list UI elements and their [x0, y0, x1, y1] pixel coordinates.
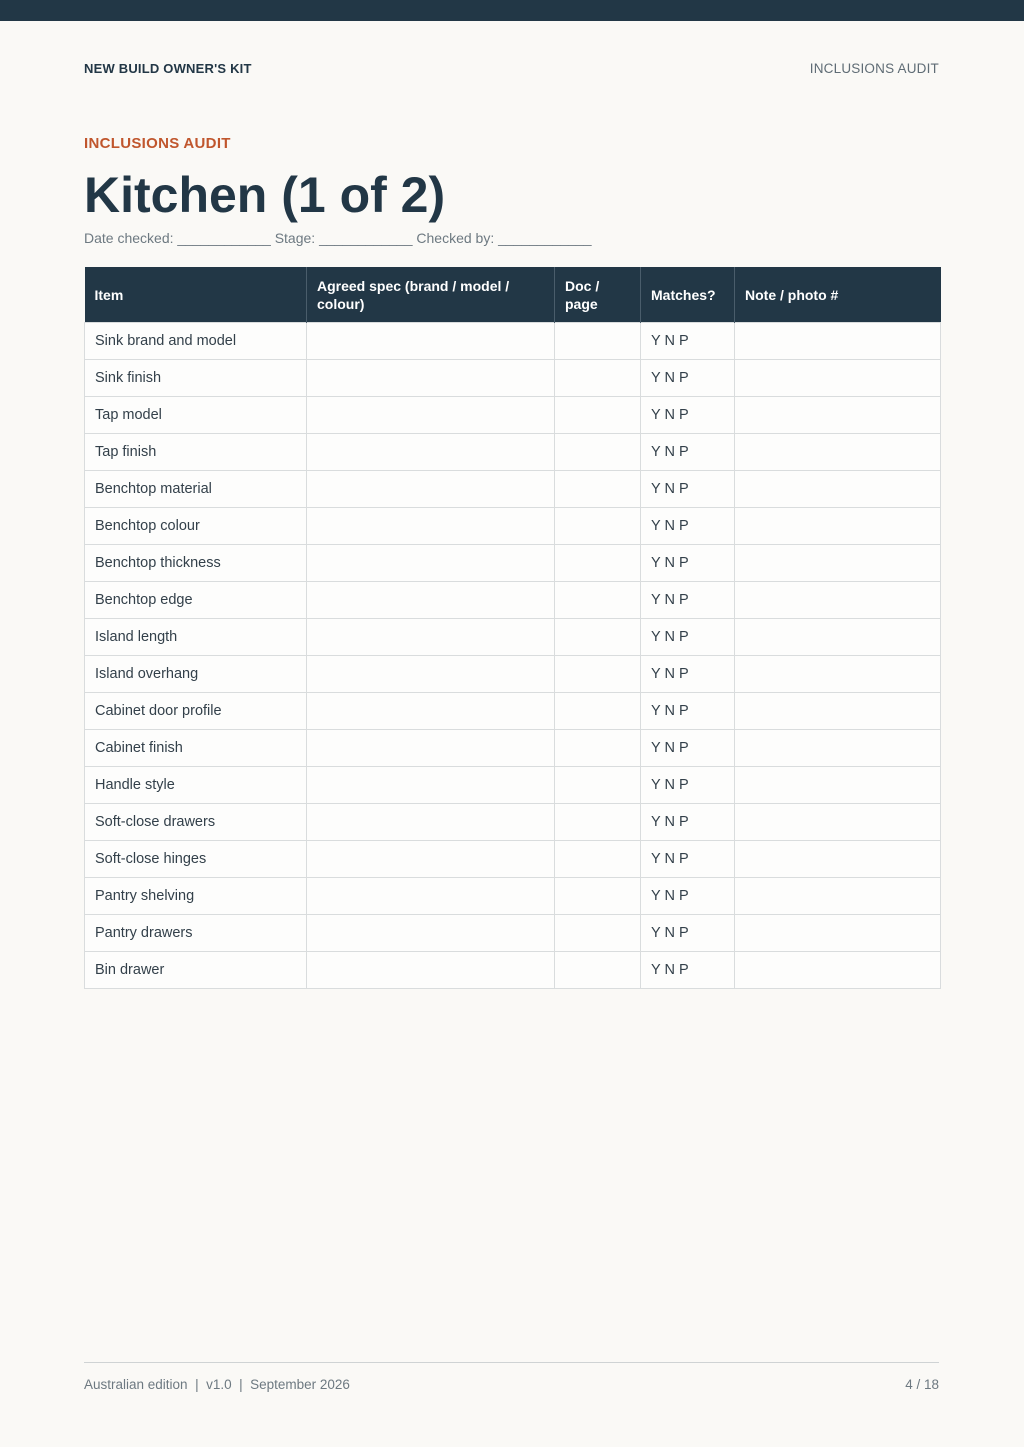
- row-matches-cell[interactable]: Y N P: [641, 434, 735, 471]
- row-note-cell[interactable]: [735, 841, 941, 878]
- row-matches-cell[interactable]: Y N P: [641, 952, 735, 989]
- table-row: [85, 656, 941, 693]
- section-label: INCLUSIONS AUDIT: [84, 135, 231, 152]
- row-item-cell: Cabinet door profile: [85, 693, 307, 730]
- table-row: [85, 434, 941, 471]
- row-matches-cell[interactable]: Y N P: [641, 656, 735, 693]
- row-agreed-spec-cell[interactable]: [307, 397, 555, 434]
- row-matches-cell[interactable]: Y N P: [641, 508, 735, 545]
- row-note-cell[interactable]: [735, 360, 941, 397]
- running-section-title: INCLUSIONS AUDIT: [809, 61, 939, 76]
- row-matches-cell[interactable]: Y N P: [641, 767, 735, 804]
- row-note-cell[interactable]: [735, 656, 941, 693]
- footer-divider: [84, 1362, 939, 1363]
- row-doc-page-cell[interactable]: [555, 508, 641, 545]
- row-note-cell[interactable]: [735, 693, 941, 730]
- row-doc-page-cell[interactable]: [555, 841, 641, 878]
- column-header-item: Item: [85, 267, 307, 323]
- row-note-cell[interactable]: [735, 619, 941, 656]
- row-item-cell: Benchtop thickness: [85, 545, 307, 582]
- column-header-agreed-spec: Agreed spec (brand / model / colour): [307, 267, 555, 323]
- row-agreed-spec-cell[interactable]: [307, 730, 555, 767]
- row-item-cell: Island length: [85, 619, 307, 656]
- row-agreed-spec-cell[interactable]: [307, 434, 555, 471]
- row-doc-page-cell[interactable]: [555, 397, 641, 434]
- row-agreed-spec-cell[interactable]: [307, 693, 555, 730]
- row-note-cell[interactable]: [735, 582, 941, 619]
- row-note-cell[interactable]: [735, 767, 941, 804]
- row-item-cell: Pantry shelving: [85, 878, 307, 915]
- table-row: [85, 397, 941, 434]
- row-matches-cell[interactable]: Y N P: [641, 323, 735, 360]
- table-header-row: [85, 267, 941, 323]
- top-bar: [0, 0, 1024, 21]
- row-matches-cell[interactable]: Y N P: [641, 804, 735, 841]
- table-row: [85, 545, 941, 582]
- column-header-note: Note / photo #: [735, 267, 941, 323]
- row-agreed-spec-cell[interactable]: [307, 804, 555, 841]
- row-doc-page-cell[interactable]: [555, 360, 641, 397]
- table-row: [85, 841, 941, 878]
- row-matches-cell[interactable]: Y N P: [641, 619, 735, 656]
- row-doc-page-cell[interactable]: [555, 619, 641, 656]
- row-item-cell: Tap finish: [85, 434, 307, 471]
- row-note-cell[interactable]: [735, 952, 941, 989]
- row-doc-page-cell[interactable]: [555, 693, 641, 730]
- row-item-cell: Sink brand and model: [85, 323, 307, 360]
- row-item-cell: Benchtop colour: [85, 508, 307, 545]
- row-agreed-spec-cell[interactable]: [307, 915, 555, 952]
- row-agreed-spec-cell[interactable]: [307, 471, 555, 508]
- row-doc-page-cell[interactable]: [555, 730, 641, 767]
- row-agreed-spec-cell[interactable]: [307, 767, 555, 804]
- kit-title: NEW BUILD OWNER'S KIT: [84, 61, 252, 76]
- row-doc-page-cell[interactable]: [555, 434, 641, 471]
- row-doc-page-cell[interactable]: [555, 545, 641, 582]
- row-matches-cell[interactable]: Y N P: [641, 693, 735, 730]
- row-item-cell: Benchtop material: [85, 471, 307, 508]
- row-note-cell[interactable]: [735, 471, 941, 508]
- table-body: [85, 323, 941, 989]
- row-doc-page-cell[interactable]: [555, 804, 641, 841]
- table-row: [85, 767, 941, 804]
- row-matches-cell[interactable]: Y N P: [641, 915, 735, 952]
- row-agreed-spec-cell[interactable]: [307, 619, 555, 656]
- table-row: [85, 323, 941, 360]
- column-header-matches: Matches?: [641, 267, 735, 323]
- table-row: [85, 915, 941, 952]
- row-item-cell: Soft-close hinges: [85, 841, 307, 878]
- row-note-cell[interactable]: [735, 730, 941, 767]
- row-agreed-spec-cell[interactable]: [307, 841, 555, 878]
- row-doc-page-cell[interactable]: [555, 878, 641, 915]
- row-note-cell[interactable]: [735, 323, 941, 360]
- row-item-cell: Bin drawer: [85, 952, 307, 989]
- row-doc-page-cell[interactable]: [555, 323, 641, 360]
- table-row: [85, 582, 941, 619]
- row-note-cell[interactable]: [735, 878, 941, 915]
- row-item-cell: Cabinet finish: [85, 730, 307, 767]
- row-doc-page-cell[interactable]: [555, 915, 641, 952]
- row-item-cell: Tap model: [85, 397, 307, 434]
- table-row: [85, 360, 941, 397]
- table-row: [85, 471, 941, 508]
- row-doc-page-cell[interactable]: [555, 952, 641, 989]
- table-row: [85, 730, 941, 767]
- row-matches-cell[interactable]: Y N P: [641, 878, 735, 915]
- row-item-cell: Sink finish: [85, 360, 307, 397]
- check-fields-line: Date checked: ____________ Stage: ____________ Checked by: ____________: [84, 230, 592, 246]
- row-note-cell[interactable]: [735, 397, 941, 434]
- inclusions-audit-table: [84, 267, 941, 989]
- row-item-cell: Soft-close drawers: [85, 804, 307, 841]
- row-item-cell: Benchtop edge: [85, 582, 307, 619]
- row-note-cell[interactable]: [735, 434, 941, 471]
- page-title: Kitchen (1 of 2): [84, 167, 446, 223]
- table-row: [85, 693, 941, 730]
- row-matches-cell[interactable]: Y N P: [641, 545, 735, 582]
- row-matches-cell[interactable]: Y N P: [641, 582, 735, 619]
- row-matches-cell[interactable]: Y N P: [641, 730, 735, 767]
- row-agreed-spec-cell[interactable]: [307, 545, 555, 582]
- row-agreed-spec-cell[interactable]: [307, 952, 555, 989]
- row-matches-cell[interactable]: Y N P: [641, 360, 735, 397]
- row-note-cell[interactable]: [735, 915, 941, 952]
- row-note-cell[interactable]: [735, 804, 941, 841]
- table-row: [85, 508, 941, 545]
- row-doc-page-cell[interactable]: [555, 582, 641, 619]
- table-row: [85, 952, 941, 989]
- row-item-cell: Pantry drawers: [85, 915, 307, 952]
- table-row: [85, 804, 941, 841]
- row-doc-page-cell[interactable]: [555, 471, 641, 508]
- row-agreed-spec-cell[interactable]: [307, 360, 555, 397]
- table-row: [85, 619, 941, 656]
- row-agreed-spec-cell[interactable]: [307, 582, 555, 619]
- row-agreed-spec-cell[interactable]: [307, 656, 555, 693]
- row-matches-cell[interactable]: Y N P: [641, 397, 735, 434]
- page-number: 4 / 18: [905, 1377, 939, 1392]
- edition-info: Australian edition | v1.0 | September 2026: [84, 1377, 350, 1392]
- table-row: [85, 878, 941, 915]
- column-header-doc-page: Doc / page: [555, 267, 641, 323]
- row-doc-page-cell[interactable]: [555, 767, 641, 804]
- row-note-cell[interactable]: [735, 545, 941, 582]
- row-matches-cell[interactable]: Y N P: [641, 841, 735, 878]
- row-item-cell: Handle style: [85, 767, 307, 804]
- row-agreed-spec-cell[interactable]: [307, 878, 555, 915]
- row-agreed-spec-cell[interactable]: [307, 508, 555, 545]
- row-agreed-spec-cell[interactable]: [307, 323, 555, 360]
- row-doc-page-cell[interactable]: [555, 656, 641, 693]
- row-note-cell[interactable]: [735, 508, 941, 545]
- row-item-cell: Island overhang: [85, 656, 307, 693]
- row-matches-cell[interactable]: Y N P: [641, 471, 735, 508]
